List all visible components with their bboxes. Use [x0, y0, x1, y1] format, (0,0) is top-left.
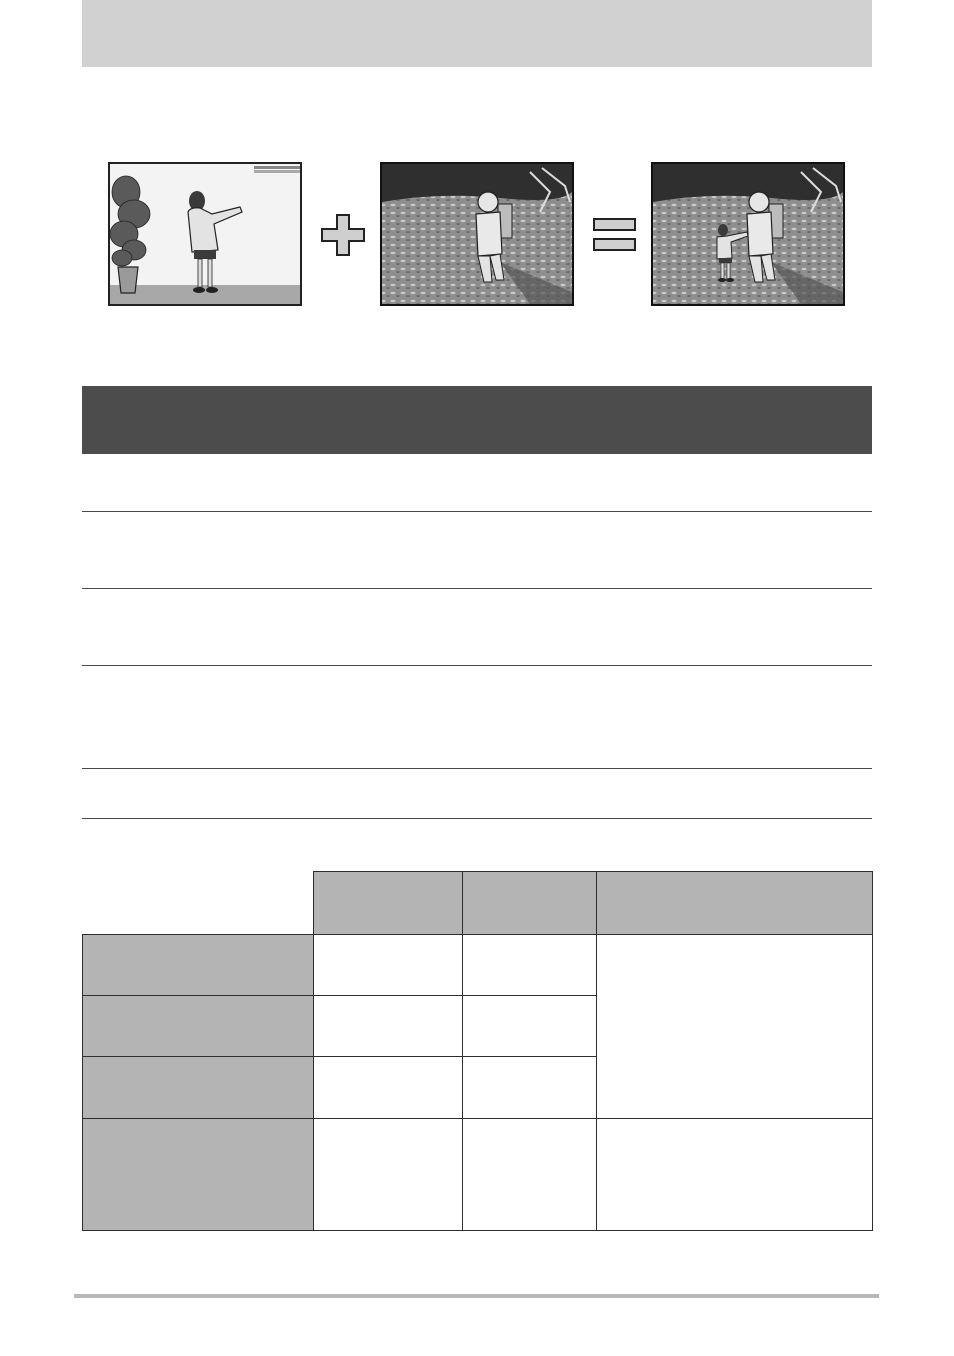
equals-icon — [593, 218, 636, 251]
table-corner-cell — [83, 872, 314, 935]
top-banner — [82, 0, 872, 67]
table-row-header — [83, 935, 314, 996]
table-cell — [314, 1057, 463, 1119]
table-row — [83, 935, 873, 996]
table-cell — [463, 1057, 597, 1119]
table-row-header — [83, 1119, 314, 1231]
composite-girl-and-astronaut-illustration — [651, 162, 845, 306]
astronaut-on-moon-illustration — [380, 162, 574, 306]
table-header-row — [83, 872, 873, 935]
table-cell — [463, 996, 597, 1057]
girl-pointing-illustration — [108, 162, 302, 306]
footer-bar — [74, 1294, 879, 1298]
spec-table — [82, 871, 873, 1231]
table-row-header — [83, 1057, 314, 1119]
table-header-cell — [463, 872, 597, 935]
plus-icon — [321, 214, 365, 256]
table-cell — [314, 1119, 463, 1231]
table-header-cell — [597, 872, 873, 935]
table-cell — [463, 1119, 597, 1231]
divider-rule — [82, 768, 872, 769]
table-row-header — [83, 996, 314, 1057]
divider-rule — [82, 588, 872, 589]
table-cell — [597, 1119, 873, 1231]
table-cell — [463, 935, 597, 996]
divider-rule — [82, 511, 872, 512]
table-cell — [314, 935, 463, 996]
section-header-bar — [82, 386, 872, 454]
divider-rule — [82, 665, 872, 666]
table-row — [83, 1119, 873, 1231]
table-header-cell — [314, 872, 463, 935]
divider-rule — [82, 818, 872, 819]
table-merged-cell — [597, 935, 873, 1119]
table-cell — [314, 996, 463, 1057]
